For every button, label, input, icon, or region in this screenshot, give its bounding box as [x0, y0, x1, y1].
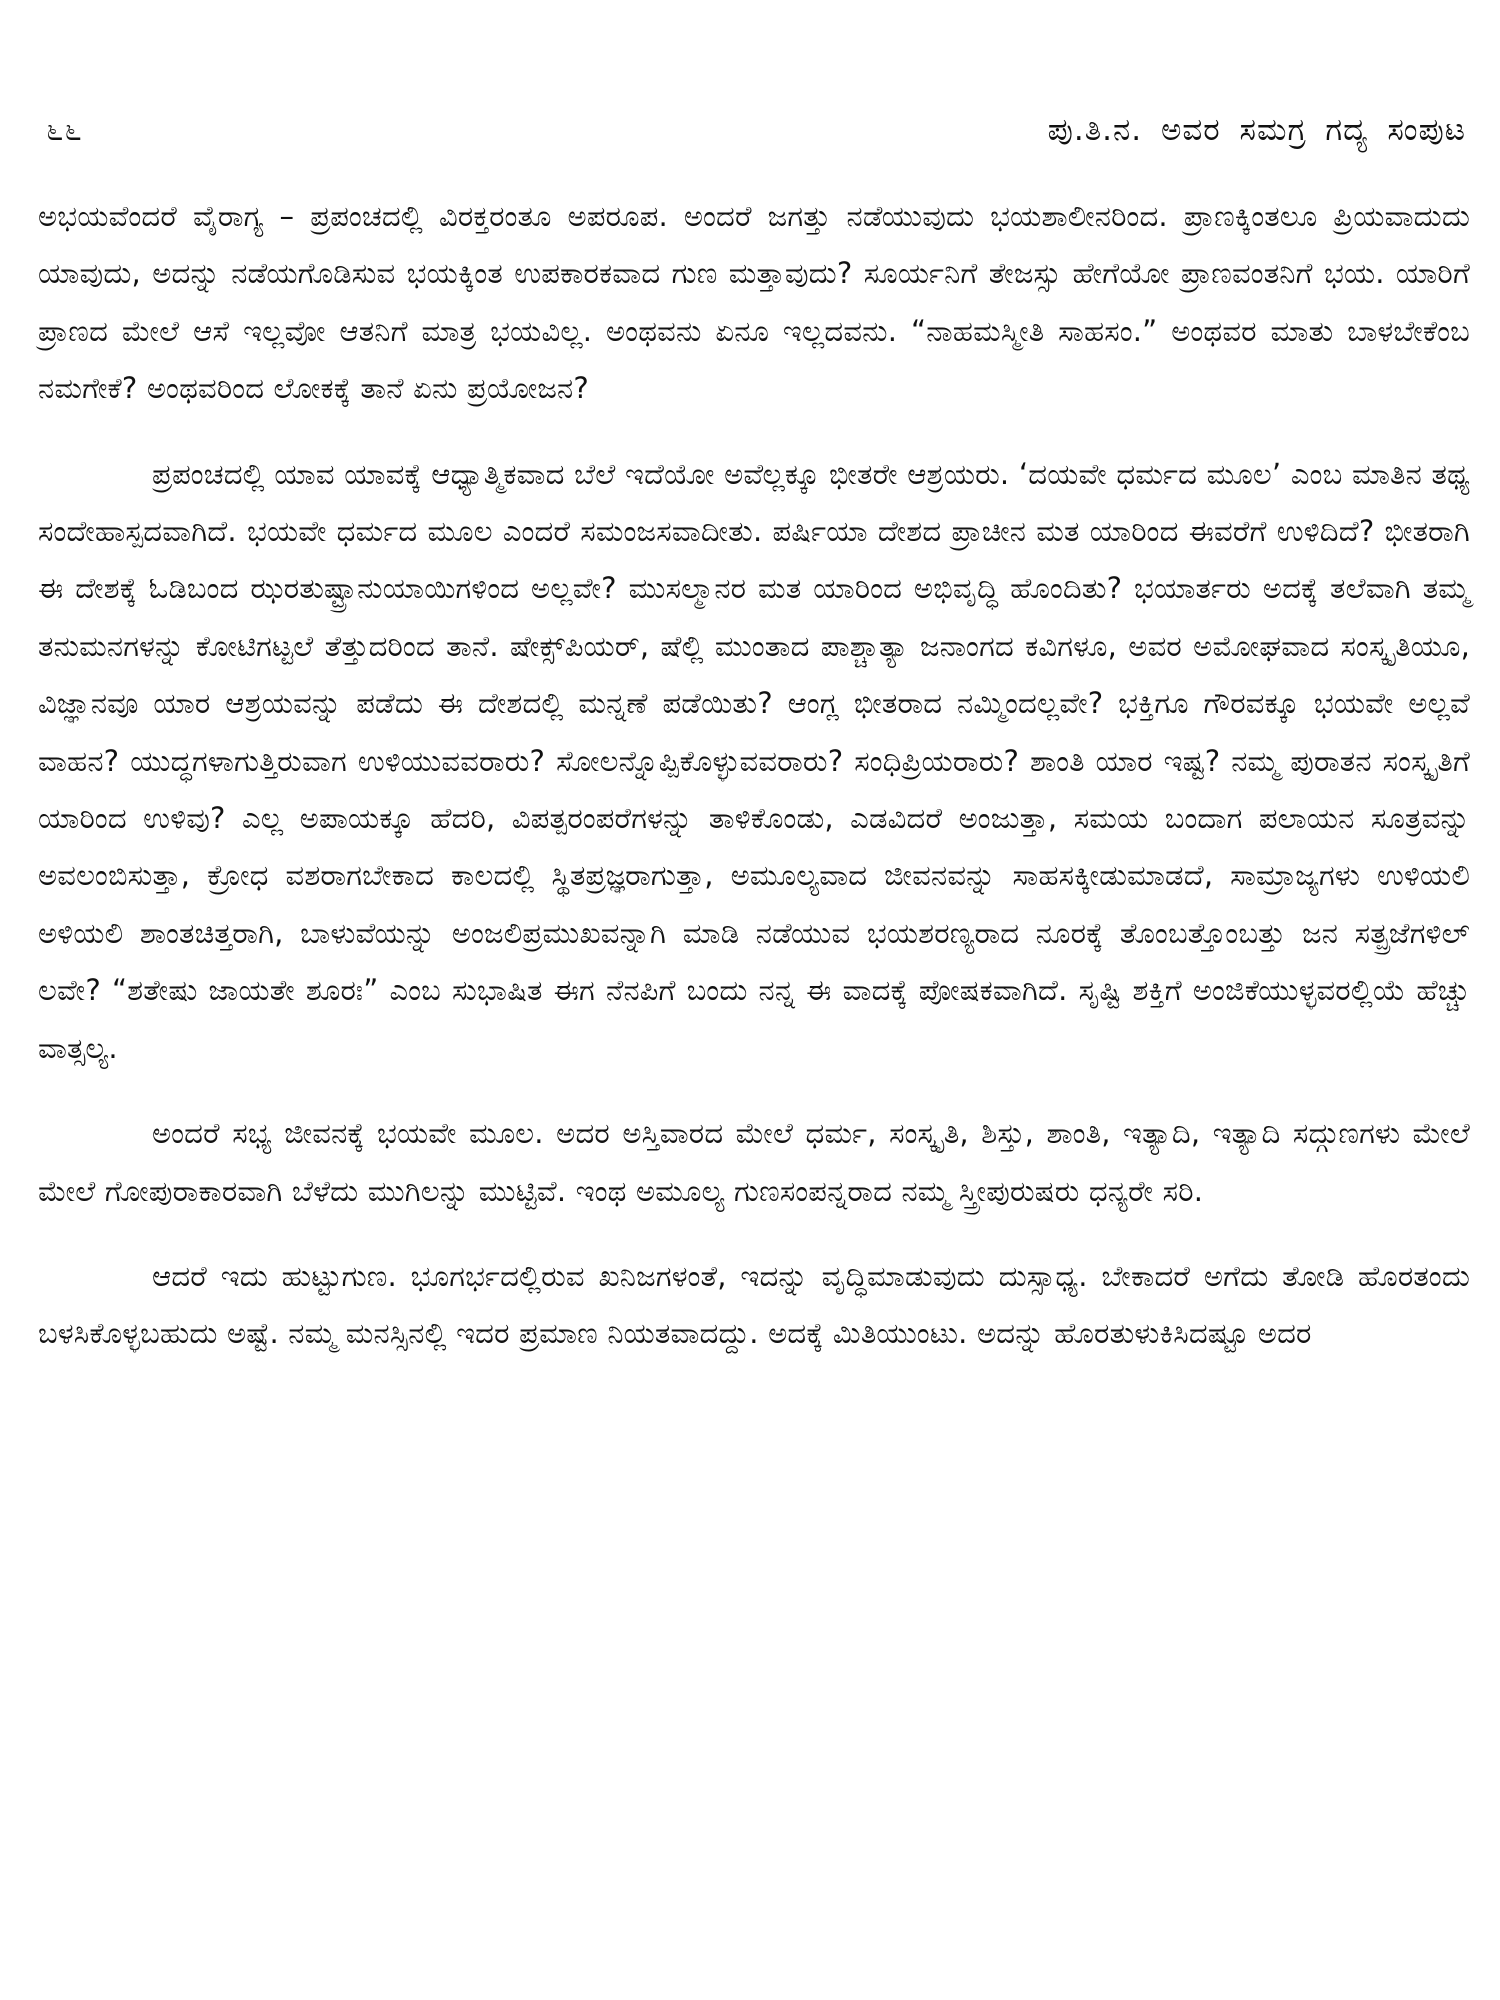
body-text [38, 188, 1470, 1363]
page-number: ೬೬ [46, 112, 83, 148]
book-title: ಪು.ತಿ.ನ. ಅವರ ಸಮಗ್ರ ಗದ್ಯ ಸಂಪುಟ [1047, 112, 1466, 148]
paragraph-4: ಆದರೆ ಇದು ಹುಟ್ಟುಗುಣ. ಭೂಗರ್ಭದಲ್ಲಿರುವ ಖನಿಜಗಳಂತೆ, ಇದನ್ನು ವೃದ್ಧಿಮಾಡುವುದು ದುಸ್ಸಾಧ್ಯ. ಬೇಕಾದರೆ ಅಗೆದು ತೋಡಿ ಹೊರತಂದು ಬಳಸಿಕೊಳ್ಳಬಹುದು ಅಷ್ಟೆ. ನಮ್ಮ ಮನಸ್ಸಿನಲ್ಲಿ ಇದರ ಪ್ರಮಾಣ ನಿಯತವಾದದ್ದು. ಅದಕ್ಕೆ ಮಿತಿಯುಂಟು. ಅದನ್ನು ಹೊರತುಳುಕಿಸಿದಷ್ಟೂ ಅದರ [38, 1258, 1470, 1351]
running-head [38, 110, 1470, 150]
paragraph-1: ಅಭಯವೆಂದರೆ ವೈರಾಗ್ಯ – ಪ್ರಪಂಚದಲ್ಲಿ ವಿರಕ್ತರಂತೂ ಅಪರೂಪ. ಅಂದರೆ ಜಗತ್ತು ನಡೆಯುವುದು ಭಯಶಾಲೀನರಿಂದ. ಪ್ರಾಣಕ್ಕಿಂತಲೂ ಪ್ರಿಯವಾದುದು ಯಾವುದು, ಅದನ್ನು ನಡೆಯಗೊಡಿಸುವ ಭಯಕ್ಕಿಂತ ಉಪಕಾರಕವಾದ ಗುಣ ಮತ್ತಾವುದು? ಸೂರ್ಯನಿಗೆ ತೇಜಸ್ಸು ಹೇಗೆಯೋ ಪ್ರಾಣವಂತನಿಗೆ ಭಯ. ಯಾರಿಗೆ ಪ್ರಾಣದ ಮೇಲೆ ಆಸೆ ಇಲ್ಲವೋ ಆತನಿಗೆ ಮಾತ್ರ ಭಯವಿಲ್ಲ. ಅಂಥವನು ಏನೂ ಇಲ್ಲದವನು. “ನಾಹಮಸ್ಮೀತಿ ಸಾಹಸಂ.” ಅಂಥವರ ಮಾತು ಬಾಳಬೇಕೆಂಬ ನಮಗೇಕೆ? ಅಂಥವರಿಂದ ಲೋಕಕ್ಕೆ ತಾನೆ ಏನು ಪ್ರಯೋಜನ? [38, 199, 1470, 406]
paragraph-2: ಪ್ರಪಂಚದಲ್ಲಿ ಯಾವ ಯಾವಕ್ಕೆ ಆಧ್ಯಾತ್ಮಿಕವಾದ ಬೆಲೆ ಇದೆಯೋ ಅವೆಲ್ಲಕ್ಕೂ ಭೀತರೇ ಆಶ್ರಯರು. ‘ದಯವೇ ಧರ್ಮದ ಮೂಲ’ ಎಂಬ ಮಾತಿನ ತಥ್ಯ ಸಂದೇಹಾಸ್ಪದವಾಗಿದೆ. ಭಯವೇ ಧರ್ಮದ ಮೂಲ ಎಂದರೆ ಸಮಂಜಸವಾದೀತು. ಪರ್ಷಿಯಾ ದೇಶದ ಪ್ರಾಚೀನ ಮತ ಯಾರಿಂದ ಈವರೆಗೆ ಉಳಿದಿದೆ? ಭೀತರಾಗಿ ಈ ದೇಶಕ್ಕೆ ಓಡಿಬಂದ ಝರತುಷ್ಟ್ರಾನುಯಾಯಿಗಳಿಂದ ಅಲ್ಲವೇ? ಮುಸಲ್ಮಾನರ ಮತ ಯಾರಿಂದ ಅಭಿವೃದ್ಧಿ ಹೊಂದಿತು? ಭಯಾರ್ತರು ಅದಕ್ಕೆ ತಲೆವಾಗಿ ತಮ್ಮ ತನುಮನಗಳನ್ನು ಕೋಟಿಗಟ್ಟಲೆ ತೆತ್ತುದರಿಂದ ತಾನೆ. ಷೇಕ್ಸ್‌ಪಿಯರ್, ಷೆಲ್ಲಿ ಮುಂತಾದ ಪಾಶ್ಚಾತ್ಯಾ ಜನಾಂಗದ ಕವಿಗಳೂ, ಅವರ ಅಮೋಘವಾದ ಸಂಸ್ಕೃತಿಯೂ, ವಿಜ್ಞಾನವೂ ಯಾರ ಆಶ್ರಯವನ್ನು ಪಡೆದು ಈ ದೇಶದಲ್ಲಿ ಮನ್ನಣೆ ಪಡೆಯಿತು? ಆಂಗ್ಲ ಭೀತರಾದ ನಮ್ಮಿಂದಲ್ಲವೇ? ಭಕ್ತಿಗೂ ಗೌರವಕ್ಕೂ ಭಯವೇ ಅಲ್ಲವೆ ವಾಹನ? ಯುದ್ಧಗಳಾಗುತ್ತಿರುವಾಗ ಉಳಿಯುವವರಾರು? ಸೋಲನ್ನೊಪ್ಪಿಕೊಳ್ಳುವವರಾರು? ಸಂಧಿಪ್ರಿಯರಾರು? ಶಾಂತಿ ಯಾರ ಇಷ್ಟ? ನಮ್ಮ ಪುರಾತನ ಸಂಸ್ಕೃತಿಗೆ ಯಾರಿಂದ ಉಳಿವು? ಎಲ್ಲ ಅಪಾಯಕ್ಕೂ ಹೆದರಿ, ವಿಪತ್ಪರಂಪರೆಗಳನ್ನು ತಾಳಿಕೊಂಡು, ಎಡವಿದರೆ ಅಂಜುತ್ತಾ, ಸಮಯ ಬಂದಾಗ ಪಲಾಯನ ಸೂತ್ರವನ್ನು ಅವಲಂಬಿಸುತ್ತಾ, ಕ್ರೋಧ ವಶರಾಗಬೇಕಾದ ಕಾಲದಲ್ಲಿ ಸ್ಥಿತಪ್ರಜ್ಞರಾಗುತ್ತಾ, ಅಮೂಲ್ಯವಾದ ಜೀವನವನ್ನು ಸಾಹಸಕ್ಕೀಡುಮಾಡದೆ, ಸಾಮ್ರಾಜ್ಯಗಳು ಉಳಿಯಲಿ ಅಳಿಯಲಿ ಶಾಂತಚಿತ್ತರಾಗಿ, ಬಾಳುವೆಯನ್ನು ಅಂಜಲಿಪ್ರಮುಖವನ್ನಾಗಿ ಮಾಡಿ ನಡೆಯುವ ಭಯಶರಣ್ಯರಾದ ನೂರಕ್ಕೆ ತೊಂಬತ್ತೊಂಬತ್ತು ಜನ ಸತ್ಪ್ರಜೆಗಳಿಲ್ ಲವೇ? “ಶತೇಷು ಜಾಯತೇ ಶೂರಃ” ಎಂಬ ಸುಭಾಷಿತ ಈಗ ನೆನಪಿಗೆ ಬಂದು ನನ್ನ ಈ ವಾದಕ್ಕೆ ಪೋಷಕವಾಗಿದೆ. ಸೃಷ್ಟಿ ಶಕ್ತಿಗೆ ಅಂಜಿಕೆಯುಳ್ಳವರಲ್ಲಿಯೆ ಹೆಚ್ಚು ವಾತ್ಸಲ್ಯ. [38, 456, 1470, 1065]
paragraph-3: ಅಂದರೆ ಸಭ್ಯ ಜೀವನಕ್ಕೆ ಭಯವೇ ಮೂಲ. ಅದರ ಅಸ್ತಿವಾರದ ಮೇಲೆ ಧರ್ಮ, ಸಂಸ್ಕೃತಿ, ಶಿಸ್ತು, ಶಾಂತಿ, ಇತ್ಯಾದಿ, ಇತ್ಯಾದಿ ಸದ್ಗುಣಗಳು ಮೇಲೆ ಮೇಲೆ ಗೋಪುರಾಕಾರವಾಗಿ ಬೆಳೆದು ಮುಗಿಲನ್ನು ಮುಟ್ಟಿವೆ. ಇಂಥ ಅಮೂಲ್ಯ ಗುಣಸಂಪನ್ನರಾದ ನಮ್ಮ ಸ್ತ್ರೀಪುರುಷರು ಧನ್ಯರೇ ಸರಿ. [38, 1116, 1470, 1208]
